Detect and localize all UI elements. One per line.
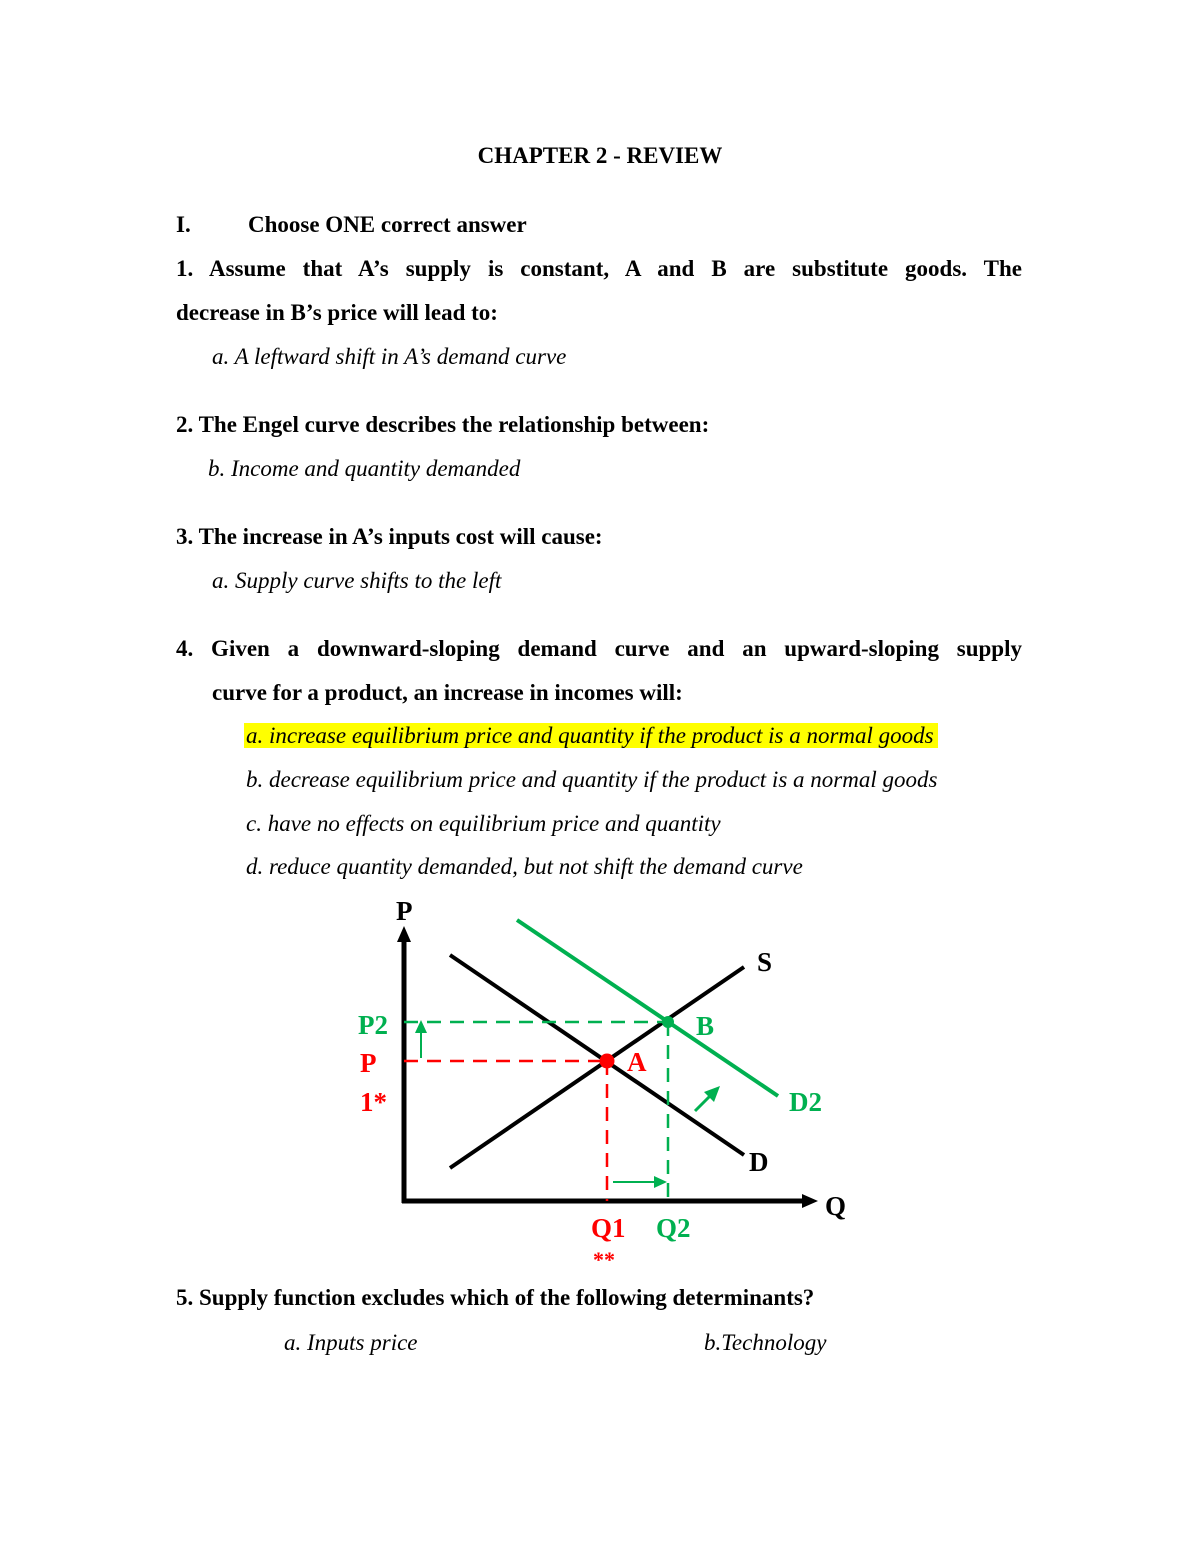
supply-demand-graph [340,890,880,1275]
demand2-label: D2 [789,1087,822,1117]
q4-option-c: c. have no effects on equilibrium price and quantity [246,811,721,836]
q2-answer: b. Income and quantity demanded [208,456,521,481]
quantity-axis-label: Q [825,1191,847,1221]
q4-option-a [244,722,938,750]
q1-mark: ** [593,1247,615,1272]
q2-label: Q2 [656,1213,691,1243]
q2-text: 2. The Engel curve describes the relationship between: [176,412,710,437]
q5-text: 5. Supply function excludes which of the following determinants? [176,1285,815,1310]
q4-option-d: d. reduce quantity demanded, but not shift the demand curve [246,854,803,879]
price-axis-arrowhead [397,926,411,942]
point-b-label: B [696,1011,715,1041]
q1-text-line1: 1. Assume that A’s supply is constant, A and B are substitute goods. The [176,256,1022,281]
quantity-increase-arrowhead [654,1176,667,1188]
p2-label: P2 [358,1010,388,1040]
section-number: I. [176,212,191,237]
q4-text-line1: 4. Given a downward-sloping demand curve and an upward-sloping supply [176,636,1022,661]
q4-text-line2: curve for a product, an increase in incomes will: [212,680,683,705]
section-heading: Choose ONE correct answer [248,212,527,237]
price-axis-label: P [396,896,413,926]
supply-curve [450,967,744,1168]
page-title: CHAPTER 2 - REVIEW [477,143,723,168]
demand-curve [450,955,744,1155]
q5-option-b: b.Technology [704,1330,827,1355]
q3-answer: a. Supply curve shifts to the left [212,568,502,593]
p1-label-line1: P [360,1048,377,1078]
point-a-label: A [627,1047,647,1077]
equilibrium-point-b [662,1016,674,1028]
demand-curve-shifted [517,920,778,1096]
q4-option-a-highlight: a. increase equilibrium price and quantity if the product is a normal goods [244,723,938,748]
q1-text-line2: decrease in B’s price will lead to: [176,300,498,325]
q1-label: Q1 [591,1213,626,1243]
q5-option-a: a. Inputs price [284,1330,418,1355]
q1-answer: a. A leftward shift in A’s demand curve [212,344,567,369]
q4-option-b: b. decrease equilibrium price and quantity if the product is a normal goods [246,767,938,792]
quantity-axis-arrowhead [802,1194,818,1208]
q3-text: 3. The increase in A’s inputs cost will cause: [176,524,603,549]
supply-label: S [757,947,773,977]
demand-label: D [749,1147,769,1177]
p1-label-line2: 1* [360,1087,387,1117]
equilibrium-point-a [600,1054,615,1069]
